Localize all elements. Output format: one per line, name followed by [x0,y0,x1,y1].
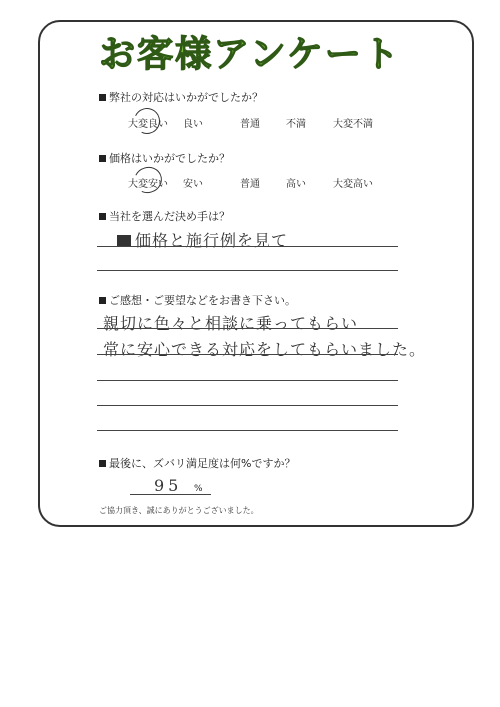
question-price [99,150,230,166]
option-service-very-good: 大変良い [128,119,168,130]
option-service-normal: 普通 [240,119,260,130]
square-bullet-icon [99,94,106,101]
answer-line [97,270,398,271]
option-price-expensive: 高い [286,179,306,190]
option-price-normal: 普通 [240,179,260,190]
answer-line [97,328,398,329]
question-reason [99,208,230,224]
answer-reason-text: 価格と施行例を見て [135,231,289,250]
square-bullet-icon [99,297,106,304]
question-comments [99,292,296,308]
answer-comments-line-1: 親切に色々と相談に乗ってもらい [103,314,359,333]
option-price-cheap: 安い [183,179,203,190]
question-service [99,89,263,105]
answer-line [97,430,398,431]
square-bullet-icon [99,460,106,467]
survey-title: お客様アンケート [99,34,401,75]
satisfaction-value: 95 [154,476,183,495]
answer-line [97,354,398,355]
square-bullet-icon [99,155,106,162]
question-comments-label: ご感想・ご要望などをお書き下さい。 [109,294,296,307]
question-satisfaction-label: 最後に、ズバリ満足度は何%ですか？ [109,457,296,470]
question-satisfaction [99,455,295,471]
answer-line [97,405,398,406]
option-service-very-dissatisfied: 大変不満 [333,119,373,130]
answer-line [97,380,398,381]
question-reason-label: 当社を選んだ決め手は？ [109,210,230,223]
thank-you-note: ご協力頂き、誠にありがとうございました。 [99,506,259,515]
percent-unit: % [194,484,203,494]
option-service-good: 良い [183,119,203,130]
satisfaction-line [130,494,211,495]
option-service-dissatisfied: 不満 [286,119,306,130]
square-bullet-icon [99,213,106,220]
answer-comments-line-2: 常に安心できる対応をしてもらいました。 [103,340,427,359]
question-price-label: 価格はいかがでしたか？ [109,152,230,165]
option-price-very-expensive: 大変高い [333,179,373,190]
question-service-label: 弊社の対応はいかがでしたか？ [109,91,263,104]
answer-reason [117,228,288,251]
answer-line [97,246,398,247]
option-price-very-cheap: 大変安い [128,179,168,190]
